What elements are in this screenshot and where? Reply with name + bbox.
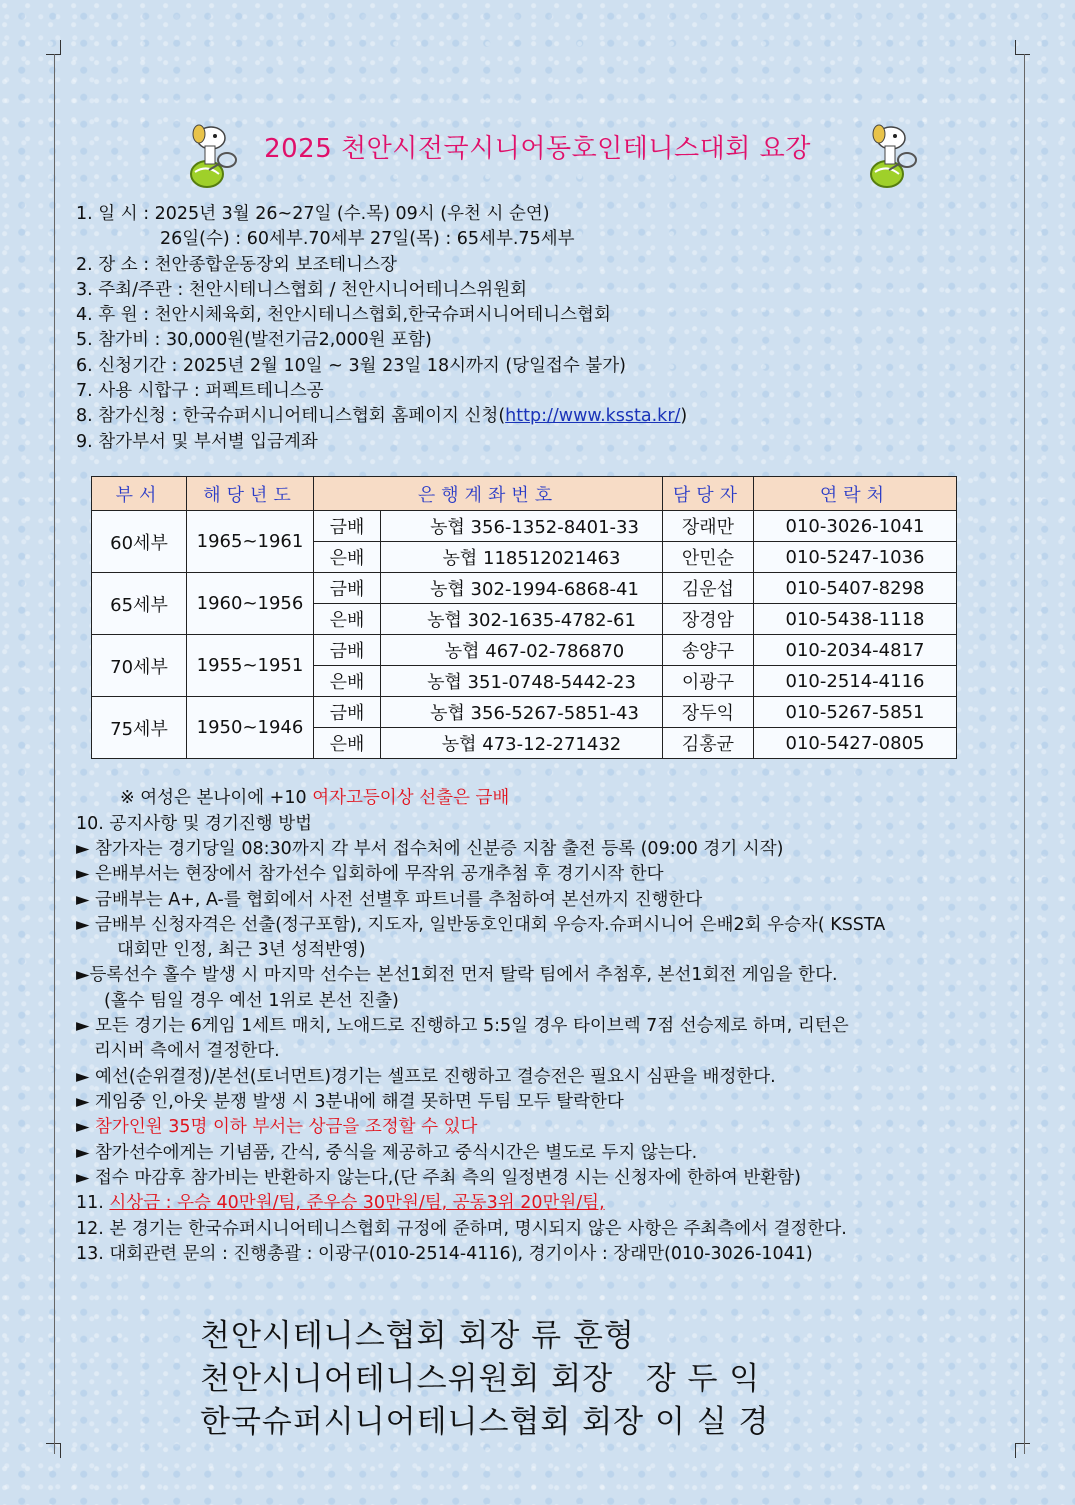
- notice-bullet: ► 모든 경기는 6게임 1세트 매치, 노애드로 진행하고 5:5일 경우 타이브렉 7점 선승제로 하며, 리턴은: [76, 1016, 849, 1036]
- header-manager: 담당자: [663, 477, 754, 511]
- header-account: 은행계좌번호: [314, 477, 663, 511]
- rank-cell: 은배: [314, 542, 381, 573]
- item-fee: 5. 참가비 : 30,000원(발전기금2,000원 포함): [76, 330, 432, 350]
- crop-mark-top-left: [46, 40, 61, 55]
- manager-cell: 장두익: [663, 697, 754, 728]
- notice-bullet-cont: 리시버 측에서 결정한다.: [94, 1041, 280, 1061]
- item-contact: 13. 대회관련 문의 : 진행총괄 : 이광구(010-2514-4116), 경기이사 : 장래만(010-3026-1041): [76, 1244, 813, 1264]
- division-cell: 75세부: [92, 697, 187, 759]
- application-text: 8. 참가신청 : 한국슈퍼시니어테니스협회 홈페이지 신청(: [76, 406, 506, 426]
- notice-bullet: ► 참가선수에게는 기념품, 간식, 중식을 제공하고 중식시간은 별도로 두지 않는다.: [76, 1143, 698, 1163]
- notice-bullet: ► 예선(순위결정)/본선(토너먼트)경기는 셀프로 진행하고 결승전은 필요시 심판을 배정한다.: [76, 1067, 776, 1087]
- division-cell: 65세부: [92, 573, 187, 635]
- notice-bullet: ► 게임중 인,아웃 분쟁 발생 시 3분내에 해결 못하면 두팀 모두 탈락한다: [76, 1092, 624, 1112]
- years-cell: 1950~1946: [187, 697, 314, 759]
- female-note-text: ※ 여성은 본나이에 +10: [120, 788, 313, 808]
- signature-line: 천안시테니스협회 회장 류 훈형: [200, 1318, 635, 1354]
- prize-text: 시상금 : 우승 40만원/팀, 준우승 30만원/팀, 공동3위 20만원/팀,: [109, 1193, 605, 1213]
- division-cell: 60세부: [92, 511, 187, 573]
- notice-bullet: ► 접수 마감후 참가비는 반환하지 않는다,(단 주최 측의 일정변경 시는 신청자에 한하여 반환함): [76, 1168, 801, 1188]
- crop-mark-bottom-right: [1015, 1443, 1030, 1458]
- rank-cell: 은배: [314, 728, 381, 759]
- account-cell: 농협 302-1994-6868-41: [381, 573, 663, 604]
- header-division: 부서: [92, 477, 187, 511]
- years-cell: 1965~1961: [187, 511, 314, 573]
- item-ball: 7. 사용 시합구 : 퍼펙트테니스공: [76, 381, 324, 401]
- notice-bullet-cont: (홀수 팀일 경우 예선 1위로 본선 진출): [104, 991, 399, 1011]
- page-title: 2025 천안시전국시니어동호인테니스대회 요강: [264, 134, 811, 164]
- division-table: [91, 476, 957, 759]
- item-divisions: 9. 참가부서 및 부서별 입금계좌: [76, 432, 318, 452]
- account-cell: 농협 356-1352-8401-33: [381, 511, 663, 542]
- phone-cell: 010-2514-4116: [754, 666, 957, 697]
- notice-highlight: 참가인원 35명 이하 부서는 상금을 조정할 수 있다: [95, 1117, 478, 1137]
- application-link[interactable]: http://www.kssta.kr/: [505, 406, 681, 426]
- notice-bullet: ► 금배부는 A+, A-를 협회에서 사전 선별후 파트너를 추첨하여 본선까지 진행한다: [76, 890, 703, 910]
- table-header-row: [92, 477, 957, 511]
- years-cell: 1955~1951: [187, 635, 314, 697]
- signature-line: 한국슈퍼시니어테니스협회 회장 이 실 경: [200, 1404, 770, 1440]
- item-venue: 2. 장 소 : 천안종합운동장외 보조테니스장: [76, 255, 397, 275]
- item-schedule: 1. 일 시 : 2025년 3월 26~27일 (수.목) 09시 (우천 시 순연): [76, 204, 550, 224]
- manager-cell: 안민순: [663, 542, 754, 573]
- account-cell: 농협 473-12-271432: [381, 728, 663, 759]
- manager-cell: 이광구: [663, 666, 754, 697]
- crop-mark-top-right: [1015, 40, 1030, 55]
- female-note-highlight: 여자고등이상 선출은 금배: [312, 788, 510, 808]
- manager-cell: 장래만: [663, 511, 754, 542]
- phone-cell: 010-5427-0805: [754, 728, 957, 759]
- phone-cell: 010-5247-1036: [754, 542, 957, 573]
- account-cell: 농협 351-0748-5442-23: [381, 666, 663, 697]
- notice-bullet: ► 금배부 신청자격은 선출(정구포함), 지도자, 일반동호인대회 우승자.슈퍼시니어 은배2회 우승자( KSSTA: [76, 915, 886, 935]
- manager-cell: 송양구: [663, 635, 754, 666]
- table-row: [92, 635, 957, 666]
- page-border-left: [54, 54, 55, 1454]
- rank-cell: 은배: [314, 666, 381, 697]
- application-suffix: ): [680, 406, 688, 426]
- rank-cell: 금배: [314, 697, 381, 728]
- header-years: 해당년도: [187, 477, 314, 511]
- rank-cell: 금배: [314, 635, 381, 666]
- notice-bullet: [76, 1113, 477, 1138]
- phone-cell: 010-5407-8298: [754, 573, 957, 604]
- prize-number: 11.: [76, 1193, 110, 1213]
- bullet-arrow: ►: [76, 1117, 96, 1137]
- phone-cell: 010-5267-5851: [754, 697, 957, 728]
- table-row: [92, 573, 957, 604]
- page-border-right: [1024, 54, 1025, 1454]
- rank-cell: 금배: [314, 511, 381, 542]
- account-cell: 농협 302-1635-4782-61: [381, 604, 663, 635]
- rank-cell: 금배: [314, 573, 381, 604]
- signature-line: 천안시니어테니스위원회 회장 장 두 익: [200, 1361, 761, 1397]
- item-host: 3. 주최/주관 : 천안시테니스협회 / 천안시니어테니스위원회: [76, 280, 528, 300]
- notice-bullet-cont: 대회만 인정, 최근 3년 성적반영): [117, 940, 366, 960]
- account-cell: 농협 467-02-786870: [381, 635, 663, 666]
- years-cell: 1960~1956: [187, 573, 314, 635]
- item-application: [76, 402, 687, 427]
- header-phone: 연락처: [754, 477, 957, 511]
- female-note: [120, 784, 509, 809]
- table-row: [92, 511, 957, 542]
- phone-cell: 010-2034-4817: [754, 635, 957, 666]
- phone-cell: 010-5438-1118: [754, 604, 957, 635]
- notices-title: 10. 공지사항 및 경기진행 방법: [76, 814, 313, 834]
- item-prize: [76, 1189, 605, 1214]
- notice-bullet: ►등록선수 홀수 발생 시 마지막 선수는 본선1회전 먼저 탈락 팀에서 추첨후, 본선1회전 게임을 한다.: [76, 965, 838, 985]
- manager-cell: 김홍균: [663, 728, 754, 759]
- phone-cell: 010-3026-1041: [754, 511, 957, 542]
- division-cell: 70세부: [92, 635, 187, 697]
- table-row: [92, 697, 957, 728]
- item-schedule-detail: 26일(수) : 60세부.70세부 27일(목) : 65세부.75세부: [160, 229, 575, 249]
- notice-bullet: ► 은배부서는 현장에서 참가선수 입회하에 무작위 공개추첨 후 경기시작 한다: [76, 864, 664, 884]
- manager-cell: 김운섭: [663, 573, 754, 604]
- account-cell: 농협 118512021463: [381, 542, 663, 573]
- item-period: 6. 신청기간 : 2025년 2월 10일 ~ 3월 23일 18시까지 (당일접수 불가): [76, 356, 626, 376]
- rank-cell: 은배: [314, 604, 381, 635]
- item-rules: 12. 본 경기는 한국슈퍼시니어테니스협회 규정에 준하며, 명시되지 않은 사항은 주최측에서 결정한다.: [76, 1219, 847, 1239]
- notice-bullet: ► 참가자는 경기당일 08:30까지 각 부서 접수처에 신분증 지참 출전 등록 (09:00 경기 시작): [76, 839, 784, 859]
- manager-cell: 장경암: [663, 604, 754, 635]
- account-cell: 농협 356-5267-5851-43: [381, 697, 663, 728]
- item-sponsor: 4. 후 원 : 천안시체육회, 천안시테니스협회,한국슈퍼시니어테니스협회: [76, 305, 611, 325]
